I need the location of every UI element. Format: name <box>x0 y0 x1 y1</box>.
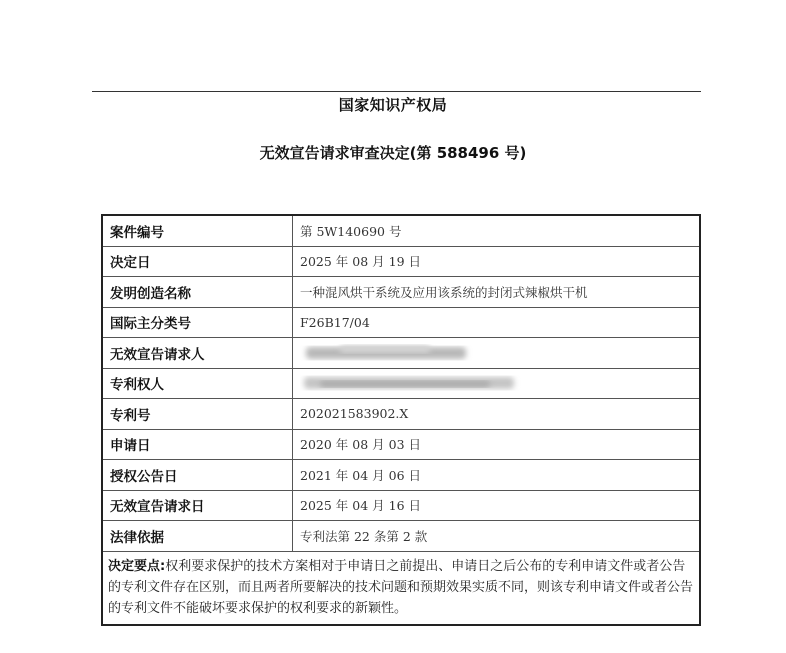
case-number-label: 案件编号 <box>102 215 293 246</box>
ipc-class-value: F26B17/04 <box>293 307 701 338</box>
decision-date-label: 决定日 <box>102 246 293 277</box>
filing-date-label: 申请日 <box>102 429 293 460</box>
legal-basis-label: 法律依据 <box>102 521 293 552</box>
ipc-class-label: 国际主分类号 <box>102 307 293 338</box>
row-case-number <box>102 215 700 246</box>
row-invention-name <box>102 277 700 308</box>
patentee-value <box>293 368 701 399</box>
patentee-label: 专利权人 <box>102 368 293 399</box>
row-ipc-class <box>102 307 700 338</box>
row-decision-summary <box>102 551 700 625</box>
patent-number-label: 专利号 <box>102 399 293 430</box>
decision-summary-label: 决定要点: <box>108 558 166 574</box>
filing-date-value: 2020 年 08 月 03 日 <box>293 429 701 460</box>
requester-value <box>293 338 701 369</box>
row-patent-number <box>102 399 700 430</box>
row-decision-date <box>102 246 700 277</box>
row-filing-date <box>102 429 700 460</box>
decision-summary-text: 权利要求保护的技术方案相对于申请日之前提出、申请日之后公布的专利申请文件或者公告的专利文件存在区别，而且两者所要解决的技术问题和预期效果实质不同，则该专利申请文件或者公告的专利文件不能破坏要求保护的权利要求的新颖性。 <box>108 558 694 616</box>
decision-summary <box>102 551 700 625</box>
row-legal-basis <box>102 521 700 552</box>
patentee-redacted-blur <box>300 373 560 393</box>
header-rule <box>92 91 701 92</box>
grant-date-label: 授权公告日 <box>102 460 293 491</box>
grant-date-value: 2021 年 04 月 06 日 <box>293 460 701 491</box>
legal-basis-value: 专利法第 22 条第 2 款 <box>293 521 701 552</box>
request-date-label: 无效宣告请求日 <box>102 490 293 521</box>
row-patentee <box>102 368 700 399</box>
patent-number-value: 202021583902.X <box>293 399 701 430</box>
case-number-value: 第 5W140690 号 <box>293 215 701 246</box>
decision-title: 无效宣告请求审查决定(第 588496 号) <box>259 144 527 162</box>
row-request-date <box>102 490 700 521</box>
office-name: 国家知识产权局 <box>338 96 448 114</box>
requester-label: 无效宣告请求人 <box>102 338 293 369</box>
row-requester <box>102 338 700 369</box>
invention-name-value: 一种混风烘干系统及应用该系统的封闭式辣椒烘干机 <box>293 277 701 308</box>
decision-date-value: 2025 年 08 月 19 日 <box>293 246 701 277</box>
invention-name-label: 发明创造名称 <box>102 277 293 308</box>
case-info-table <box>101 214 701 626</box>
row-grant-date <box>102 460 700 491</box>
request-date-value: 2025 年 04 月 16 日 <box>293 490 701 521</box>
requester-redacted-blur <box>300 343 540 363</box>
